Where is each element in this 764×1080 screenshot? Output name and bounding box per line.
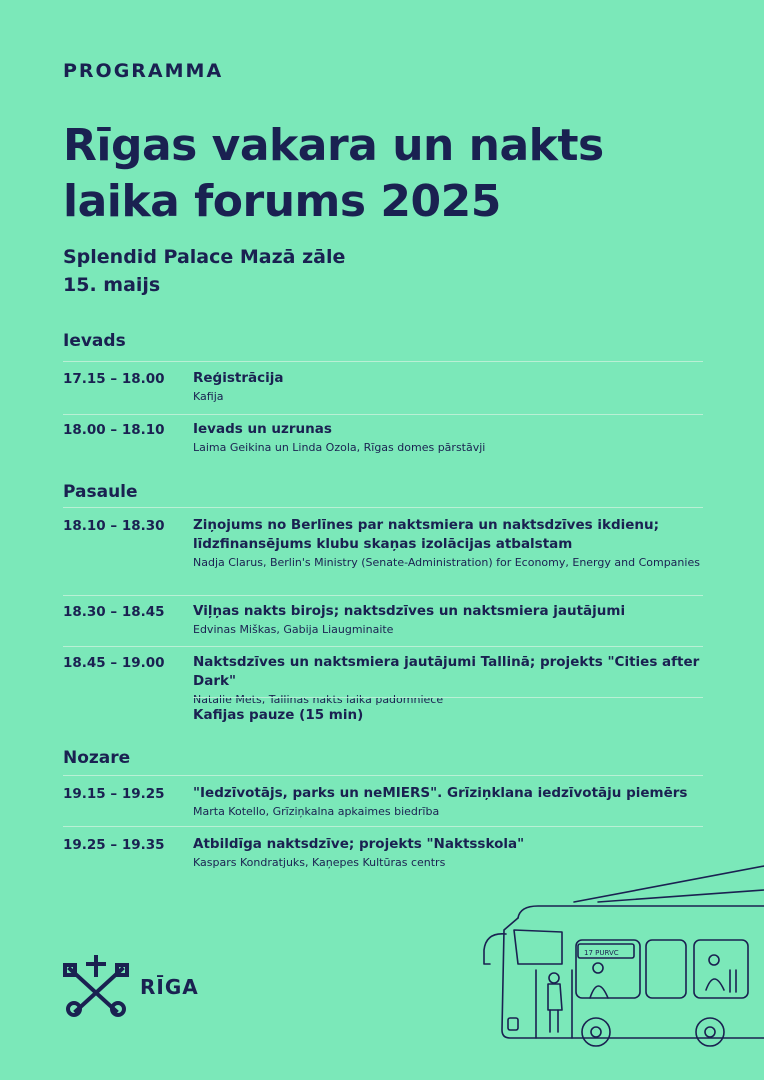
venue-name: Splendid Palace Mazā zāle: [63, 246, 346, 268]
schedule-item: [193, 602, 708, 637]
divider: [63, 595, 703, 596]
item-title: Viļņas nakts birojs; naktsdzīves un naktsmiera jautājumi: [193, 603, 626, 619]
item-title: Naktsdzīves un naktsmiera jautājumi Tallinā; projekts "Cities after Dark": [193, 654, 700, 689]
schedule-item-break: [193, 706, 708, 725]
schedule-time: 18.00 – 18.10: [63, 422, 165, 438]
divider: [63, 361, 703, 362]
schedule-time: 18.30 – 18.45: [63, 604, 165, 620]
schedule-time: 19.25 – 19.35: [63, 837, 165, 853]
item-speaker: Edvinas Miškas, Gabija Liaugminaite: [193, 623, 394, 636]
schedule-time: 18.10 – 18.30: [63, 518, 165, 534]
riga-logo-text: RĪGA: [140, 975, 199, 999]
schedule-time: 17.15 – 18.00: [63, 371, 165, 387]
divider: [63, 775, 703, 776]
divider: [63, 826, 703, 827]
section-title-nozare: Nozare: [63, 748, 131, 768]
page-title: Rīgas vakara un nakts laika forums 2025: [63, 120, 604, 227]
divider: [63, 414, 703, 415]
bus-route-sign: 17 PURVC: [584, 949, 619, 957]
venue-block: [63, 243, 345, 299]
item-title: Ievads un uzrunas: [193, 421, 332, 437]
item-speaker: Laima Geikina un Linda Ozola, Rīgas domes pārstāvji: [193, 441, 486, 454]
item-speaker: Kafija: [193, 390, 224, 403]
divider: [63, 507, 703, 508]
section-title-pasaule: Pasaule: [63, 482, 138, 502]
item-speaker: Natalie Mets, Tallinas nakts laika padomniece: [193, 693, 444, 706]
schedule-item: [193, 369, 708, 404]
divider: [63, 646, 703, 647]
item-speaker: Kaspars Kondratjuks, Kaņepes Kultūras centrs: [193, 856, 446, 869]
item-title: Ziņojums no Berlīnes par naktsmiera un naktsdzīves ikdienu; līdzfinansējums klubu skaņas izolācijas atbalstam: [193, 517, 660, 552]
riga-crossed-keys-icon: [60, 955, 132, 1019]
schedule-item: [193, 653, 708, 707]
section-title-ievads: Ievads: [63, 331, 126, 351]
trolleybus-illustration-icon: [478, 860, 764, 1060]
schedule-time: 18.45 – 19.00: [63, 655, 165, 671]
item-speaker: Marta Kotello, Grīziņkalna apkaimes biedrība: [193, 805, 440, 818]
event-date: 15. maijs: [63, 274, 161, 296]
divider: [193, 697, 703, 698]
schedule-item: [193, 420, 708, 455]
eyebrow-label: PROGRAMMA: [63, 60, 224, 82]
schedule-item: [193, 516, 708, 570]
schedule-time: 19.15 – 19.25: [63, 786, 165, 802]
coffee-break-label: Kafijas pauze (15 min): [193, 707, 364, 723]
item-title: Reģistrācija: [193, 370, 284, 386]
schedule-item: [193, 784, 708, 819]
item-speaker: Nadja Clarus, Berlin's Ministry (Senate-Administration) for Economy, Energy and Companies: [193, 556, 700, 569]
item-title: Atbildīga naktsdzīve; projekts "Naktsskola": [193, 836, 525, 852]
item-title: "Iedzīvotājs, parks un neMIERS". Grīziņklana iedzīvotāju piemērs: [193, 785, 688, 801]
